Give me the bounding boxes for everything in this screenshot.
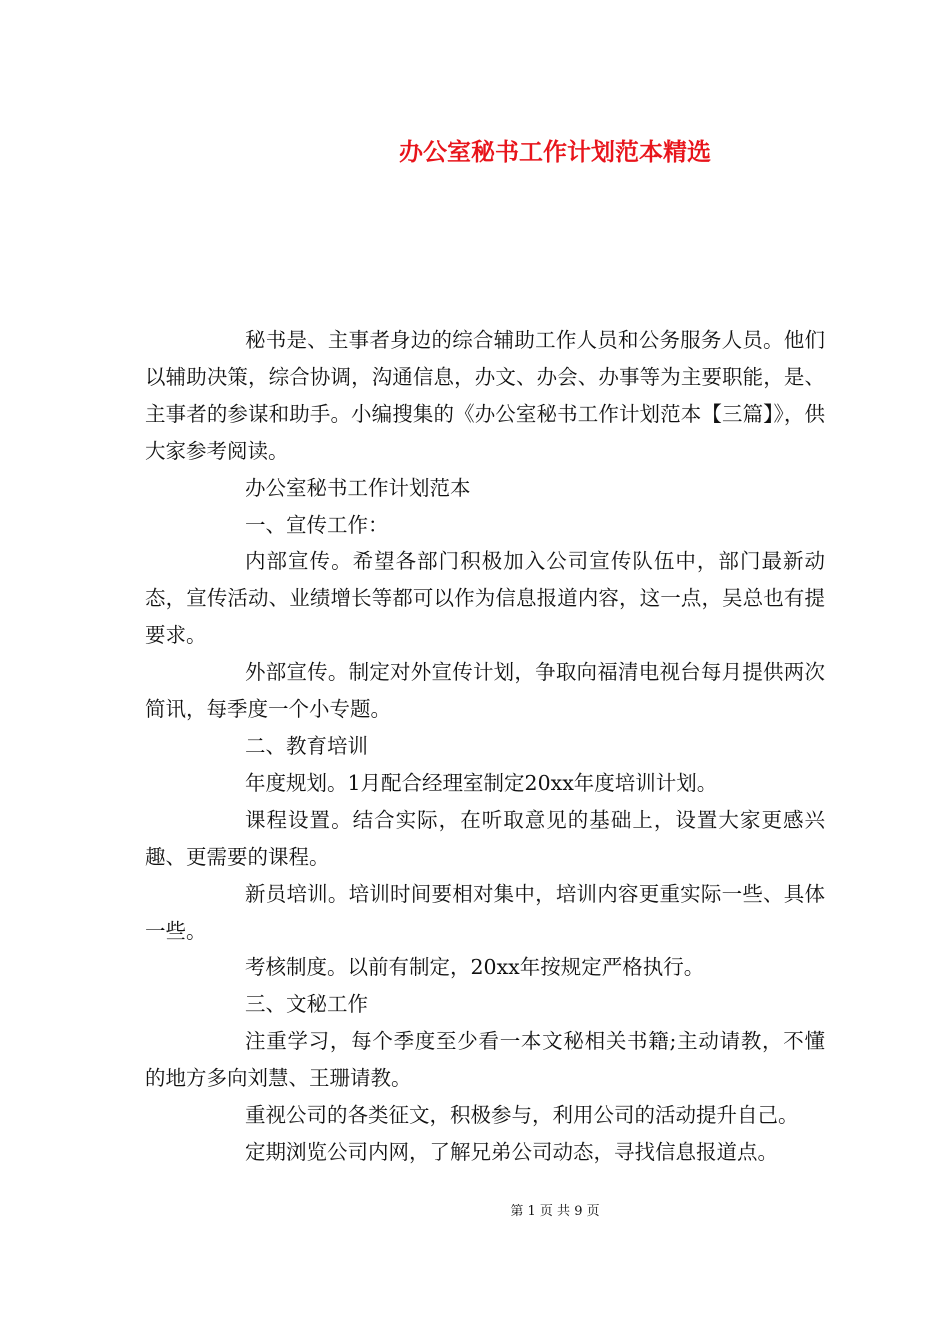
body-paragraph: 注重学习，每个季度至少看一本文秘相关书籍;主动请教，不懂的地方多向刘慧、王珊请教。 bbox=[145, 1029, 825, 1091]
section-heading: 办公室秘书工作计划范本 bbox=[245, 475, 471, 500]
subsection-heading: 三、文秘工作 bbox=[245, 992, 368, 1017]
body-paragraph: 定期浏览公司内网，了解兄弟公司动态，寻找信息报道点。 bbox=[245, 1139, 778, 1164]
page-title: 办公室秘书工作计划范本精选 bbox=[399, 137, 711, 166]
body-paragraph: 内部宣传。希望各部门积极加入公司宣传队伍中，部门最新动态，宣传活动、业绩增长等都可以作为信息报道内容，这一点，吴总也有提要求。 bbox=[145, 549, 825, 648]
document-body bbox=[145, 322, 825, 1171]
subsection-heading: 二、教育培训 bbox=[245, 733, 368, 758]
body-paragraph: 重视公司的各类征文，积极参与，利用公司的活动提升自己。 bbox=[245, 1103, 799, 1128]
subsection-heading: 一、宣传工作： bbox=[245, 512, 389, 537]
body-paragraph: 课程设置。结合实际，在听取意见的基础上，设置大家更感兴趣、更需要的课程。 bbox=[145, 807, 825, 869]
body-paragraph: 年度规划。1月配合经理室制定20xx年度培训计划。 bbox=[245, 770, 718, 795]
body-paragraph: 考核制度。以前有制定，20xx年按规定严格执行。 bbox=[245, 955, 705, 980]
body-paragraph: 外部宣传。制定对外宣传计划，争取向福清电视台每月提供两次简讯，每季度一个小专题。 bbox=[145, 660, 825, 722]
body-paragraph: 新员培训。培训时间要相对集中，培训内容更重实际一些、具体一些。 bbox=[145, 881, 825, 943]
page-footer: 第 1 页 共 9 页 bbox=[510, 1204, 600, 1219]
intro-paragraph: 秘书是、主事者身边的综合辅助工作人员和公务服务人员。他们以辅助决策，综合协调，沟通信息，办文、办会、办事等为主要职能，是、主事者的参谋和助手。小编搜集的《办公室秘书工作计划范本【三篇】》，供大家参考阅读。 bbox=[145, 328, 825, 463]
